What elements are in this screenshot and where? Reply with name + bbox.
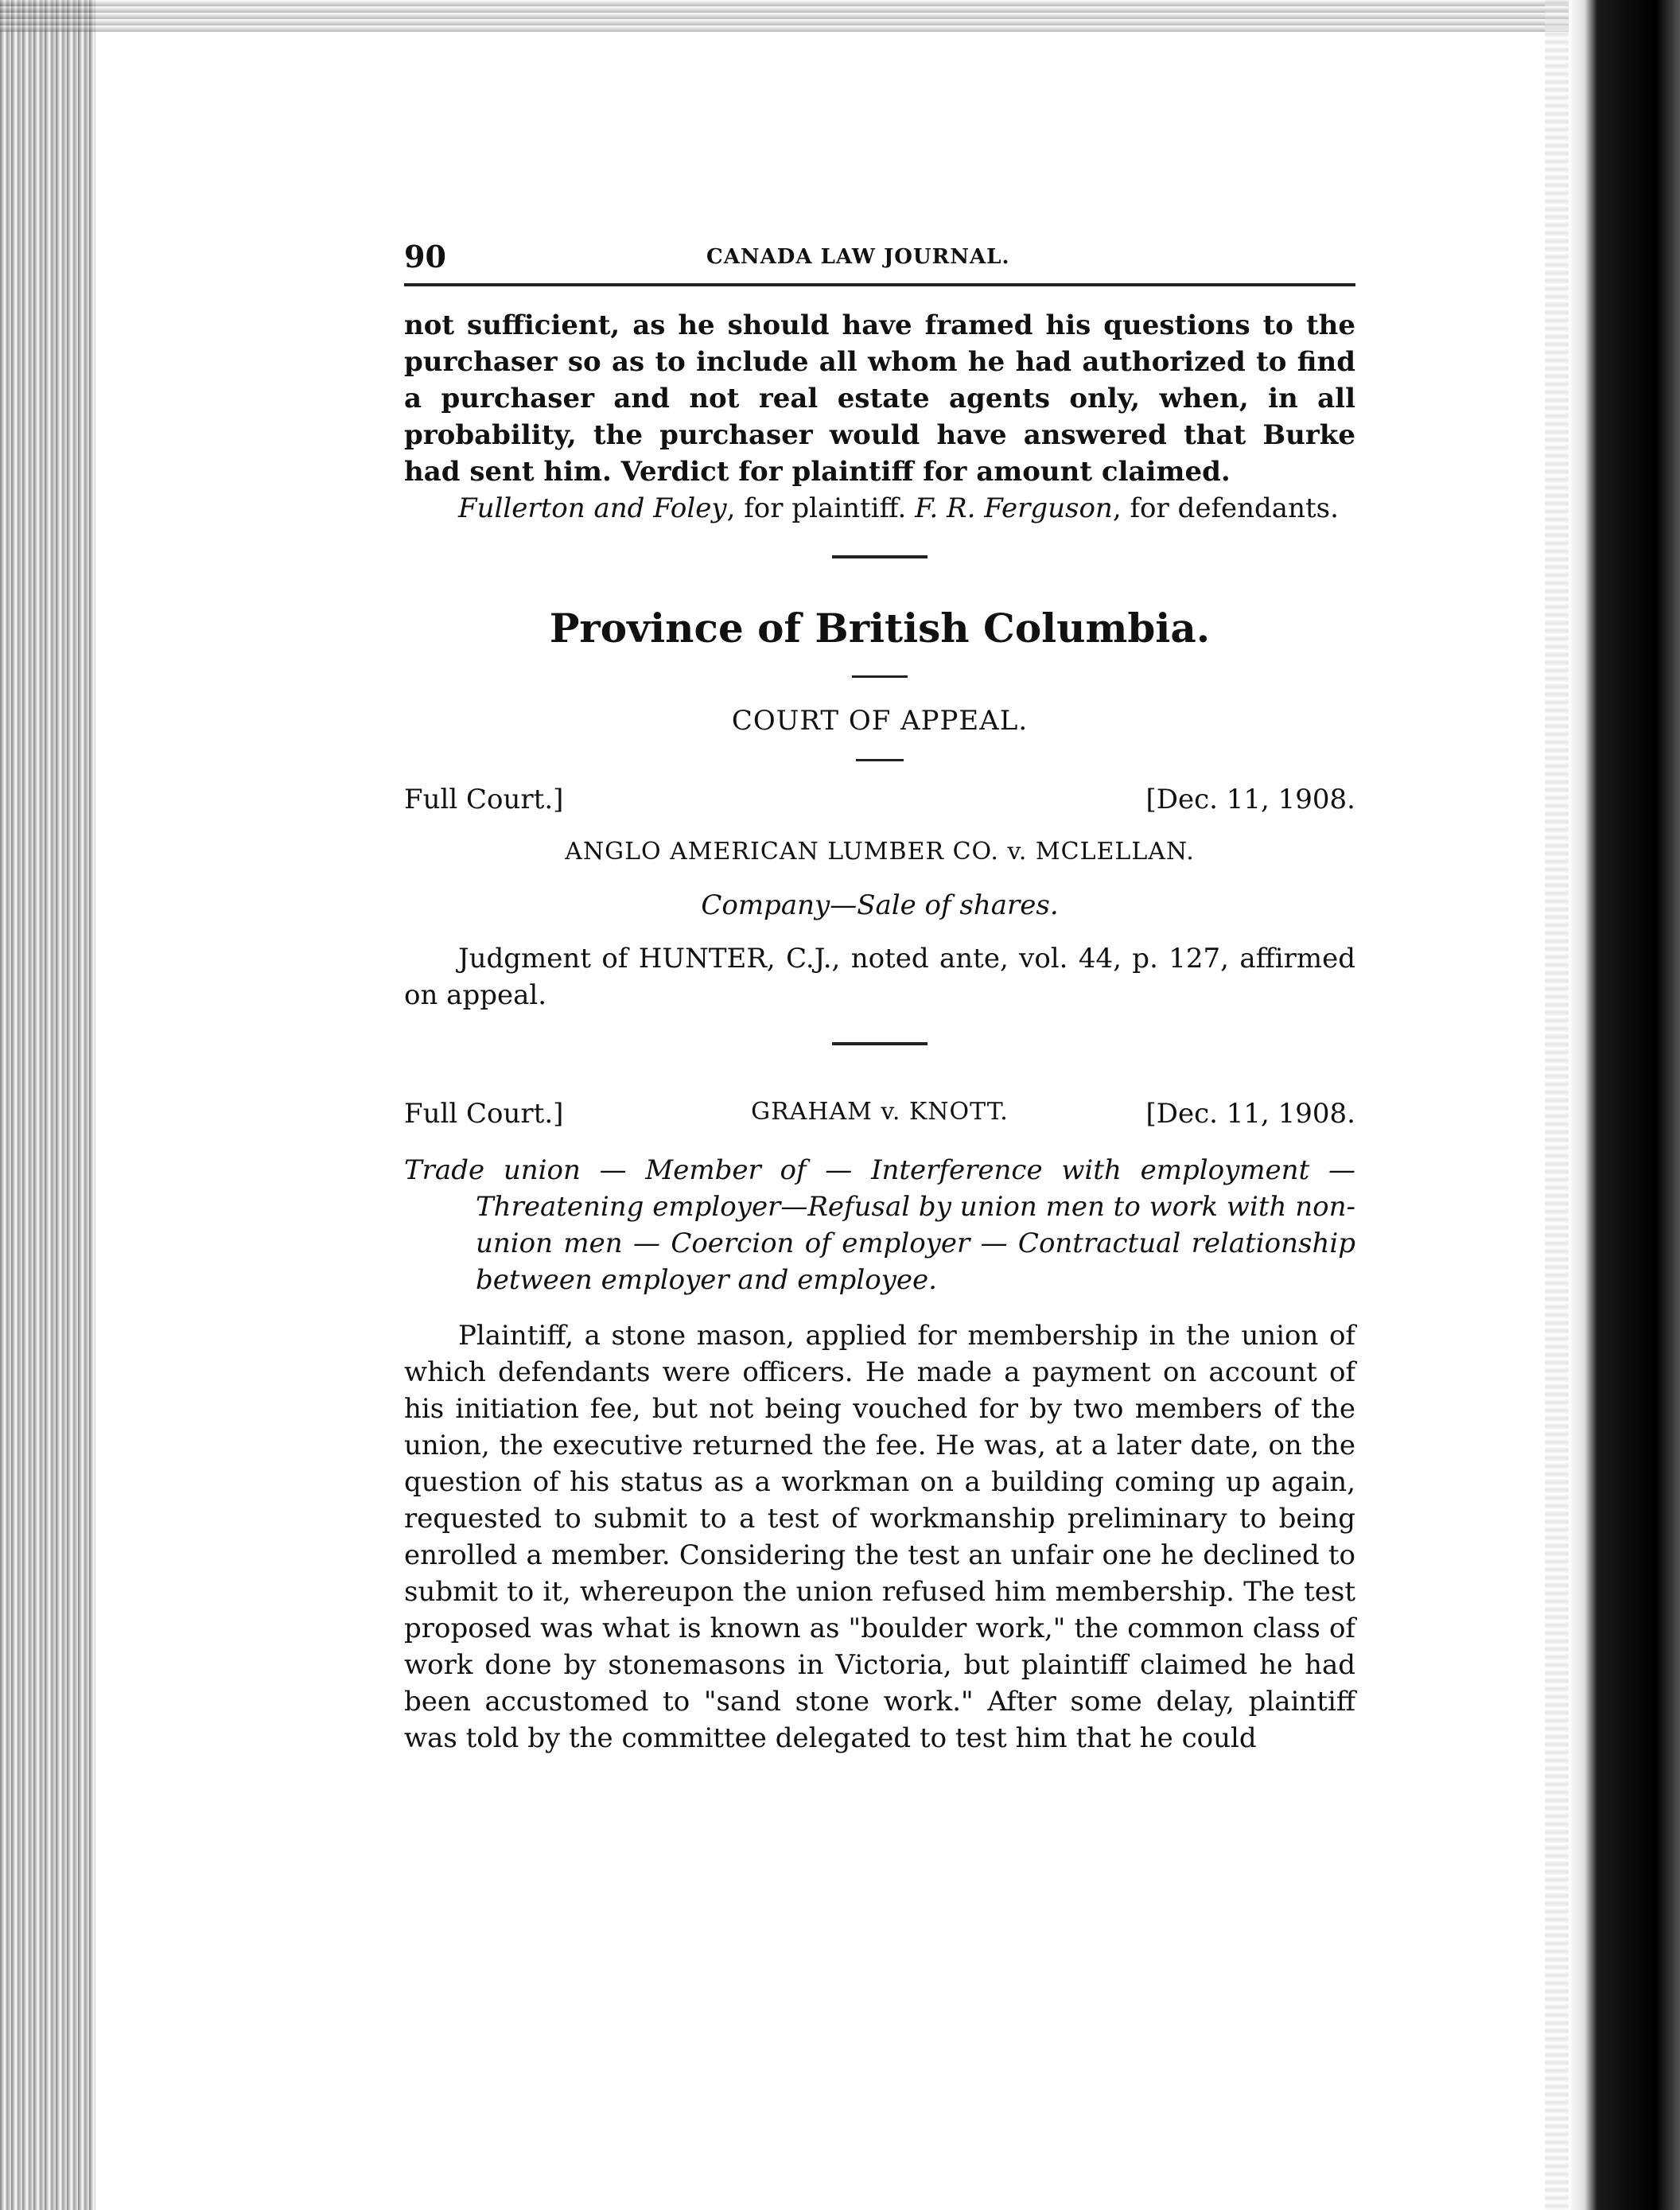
case2-name: GRAHAM v. KNOTT. (751, 1098, 1009, 1126)
plaintiff-counsel: Fullerton and Foley (458, 492, 727, 524)
scan-left-edge (0, 0, 95, 2210)
counsel-line (404, 490, 1355, 527)
scan-right-edge (1569, 0, 1680, 2210)
province-heading: Province of British Columbia. (549, 605, 1211, 652)
case1-subject: Company—Sale of shares. (701, 889, 1059, 921)
defendant-counsel: F. R. Ferguson (915, 492, 1113, 524)
case2-header-row (404, 1098, 1355, 1136)
journal-title: CANADA LAW JOURNAL. (706, 245, 1010, 269)
header-rule (404, 283, 1355, 286)
case1-judgment: Judgment of HUNTER, C.J., noted ante, vol. 44, p. 127, affirmed on appeal. (404, 943, 1355, 1011)
heading-divider (852, 675, 908, 678)
scan-top-edge (0, 0, 1680, 32)
page-number: 90 (404, 239, 446, 274)
opening-paragraph: not sufficient, as he should have framed his questions to the purchaser so as to include all whom he had authorized to find a purchaser and not real estate agents only, when, in all probability, the purchaser would have answered that Burke had sent him. Verdict for plaintiff for amount claimed. (404, 309, 1355, 488)
plaintiff-suffix: , for plaintiff. (726, 492, 907, 524)
case1-header-row (404, 784, 1355, 822)
case2-court: Full Court.] (404, 1098, 564, 1130)
case2-date: [Dec. 11, 1908. (1145, 1098, 1355, 1130)
case2-body: Plaintiff, a stone mason, applied for membership in the union of which defendants were officers. He made a payment on account of his initiation fee, but not being vouched for by two members of the union, the executive returned the fee. He was, at a later date, on the question of his status as a workman on a building coming up again, requested to submit to a test of workmanship preliminary to being enrolled a member. Considering the test an unfair one he declined to submit to it, whereupon the union refused him membership. The test proposed was what is known as "boulder work," the common class of work done by stonemasons in Victoria, but plaintiff claimed he had been accustomed to "sand stone work." After some delay, plaintiff was told by the committee delegated to test him that he could (404, 1320, 1355, 1754)
case2-catchwords: Trade union — Member of — Interference with employment — Threatening employer—Refusal by union men to work with non-union men — Coercion of employer — Contractual relationship between employer and employee. (404, 1154, 1355, 1296)
running-header (404, 239, 1355, 277)
case1-court: Full Court.] (404, 784, 564, 815)
case1-date: [Dec. 11, 1908. (1145, 784, 1355, 815)
case1-name: ANGLO AMERICAN LUMBER CO. v. MCLELLAN. (565, 838, 1195, 866)
defendant-suffix: , for defendants. (1112, 492, 1339, 524)
document-page (404, 239, 1355, 1757)
court-heading: COURT OF APPEAL. (731, 705, 1029, 737)
section-divider (832, 555, 928, 558)
